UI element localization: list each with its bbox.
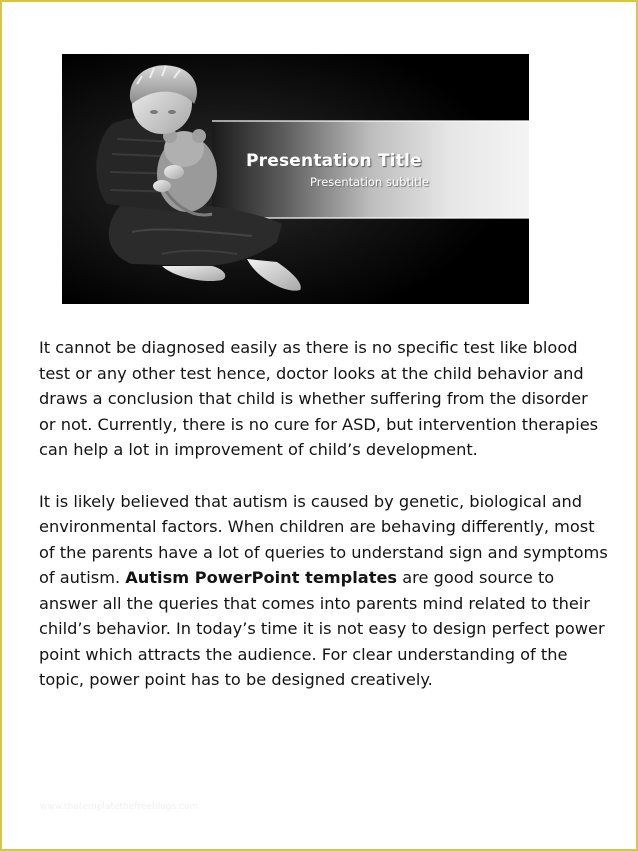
paragraph-causes-rest: are good source to answer all the queries that comes into parents mind related to their child’s behavior. In today’s time it is not easy to design perfect power point which attracts the audience. For clear understanding of the topic, power point has to be designed creatively. bbox=[39, 568, 605, 689]
slide-subtitle: Presentation subtitle bbox=[310, 175, 429, 189]
slide-title: Presentation Title bbox=[246, 151, 422, 171]
child-with-teddy-bear-illustration bbox=[62, 54, 529, 304]
autism-powerpoint-templates-term: Autism PowerPoint templates bbox=[125, 568, 398, 587]
paragraph-causes-intro: It is likely believed that autism is caused by genetic, biological and environmental factors. When children are behaving differently, most of the parents have a lot of queries to understand sign and symptoms of autism. bbox=[39, 491, 608, 587]
article-body bbox=[39, 335, 609, 719]
paragraph-causes bbox=[39, 489, 609, 693]
paragraph-diagnosis: It cannot be diagnosed easily as there is no specific test like blood test or any other test hence, doctor looks at the child behavior and draws a conclusion that child is whether suffering from the disorder or not. Currently, there is no cure for ASD, but intervention therapies can help a lot in improvement of child’s development. bbox=[39, 338, 599, 459]
slide-thumbnail-image bbox=[62, 54, 529, 304]
watermark-text: www.thetemplatethefreeblogs.com bbox=[40, 802, 199, 812]
